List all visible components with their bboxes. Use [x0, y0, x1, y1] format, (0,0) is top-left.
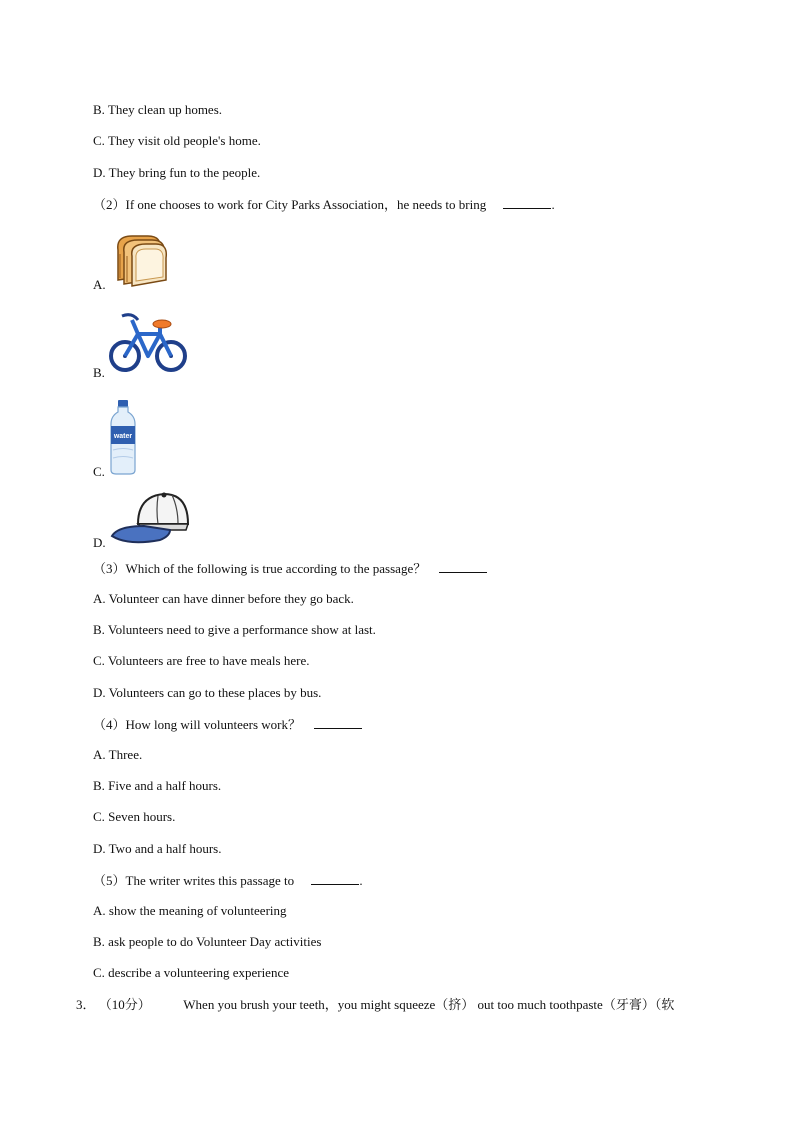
- q3-stem-text: （3）Which of the following is true according to the passage？: [93, 561, 427, 576]
- q4-stem-text: （4）How long will volunteers work？: [93, 717, 301, 732]
- q2-stem-text: （2）If one chooses to work for City Parks Association，he needs to bring: [93, 197, 487, 212]
- q2-stem: [93, 196, 555, 213]
- cap-icon: [108, 490, 190, 553]
- q2-option-d-label: D.: [93, 535, 106, 550]
- bread-icon: [108, 230, 170, 293]
- q1-option-b: B. They clean up homes.: [93, 102, 223, 117]
- q2-stem-end: .: [551, 197, 555, 212]
- q4-stem: [93, 716, 362, 733]
- bottle-label: water: [113, 433, 133, 440]
- q3-option-d: D. Volunteers can go to these places by bus.: [93, 685, 322, 700]
- q5-stem-text: （5）The writer writes this passage to: [93, 873, 295, 888]
- q5-option-b: B. ask people to do Volunteer Day activities: [93, 934, 322, 949]
- q5-stem: [93, 872, 363, 889]
- q1-option-d: D. They bring fun to the people.: [93, 165, 261, 180]
- q2-option-c-label: C.: [93, 464, 105, 479]
- section-3-points: （10分）: [98, 997, 151, 1012]
- q4-option-b: B. Five and a half hours.: [93, 778, 222, 793]
- q3-stem: [93, 560, 487, 577]
- q2-answer-blank: [503, 196, 551, 209]
- q3-answer-blank: [439, 560, 487, 573]
- bicycle-icon: [108, 310, 190, 381]
- q2-option-a-label: A.: [93, 277, 106, 292]
- q4-option-a: A. Three.: [93, 747, 143, 762]
- q2-option-b-label: B.: [93, 365, 105, 380]
- section-3-text: When you brush your teeth，you might squeeze（挤） out too much toothpaste（牙膏）（软: [183, 997, 675, 1012]
- q4-option-c: C. Seven hours.: [93, 809, 176, 824]
- q4-answer-blank: [314, 716, 362, 729]
- section-3-number: 3．: [76, 997, 96, 1012]
- water-bottle-icon: [108, 398, 138, 481]
- q3-option-c: C. Volunteers are free to have meals here.: [93, 653, 310, 668]
- q5-answer-blank: [311, 872, 359, 885]
- section-3-heading: [76, 997, 674, 1013]
- q5-option-a: A. show the meaning of volunteering: [93, 903, 287, 918]
- q1-option-c: C. They visit old people's home.: [93, 133, 261, 148]
- q3-option-a: A. Volunteer can have dinner before they go back.: [93, 591, 354, 606]
- q5-option-c: C. describe a volunteering experience: [93, 965, 289, 980]
- q3-option-b: B. Volunteers need to give a performance show at last.: [93, 622, 376, 637]
- q5-stem-end: .: [359, 873, 363, 888]
- q4-option-d: D. Two and a half hours.: [93, 841, 222, 856]
